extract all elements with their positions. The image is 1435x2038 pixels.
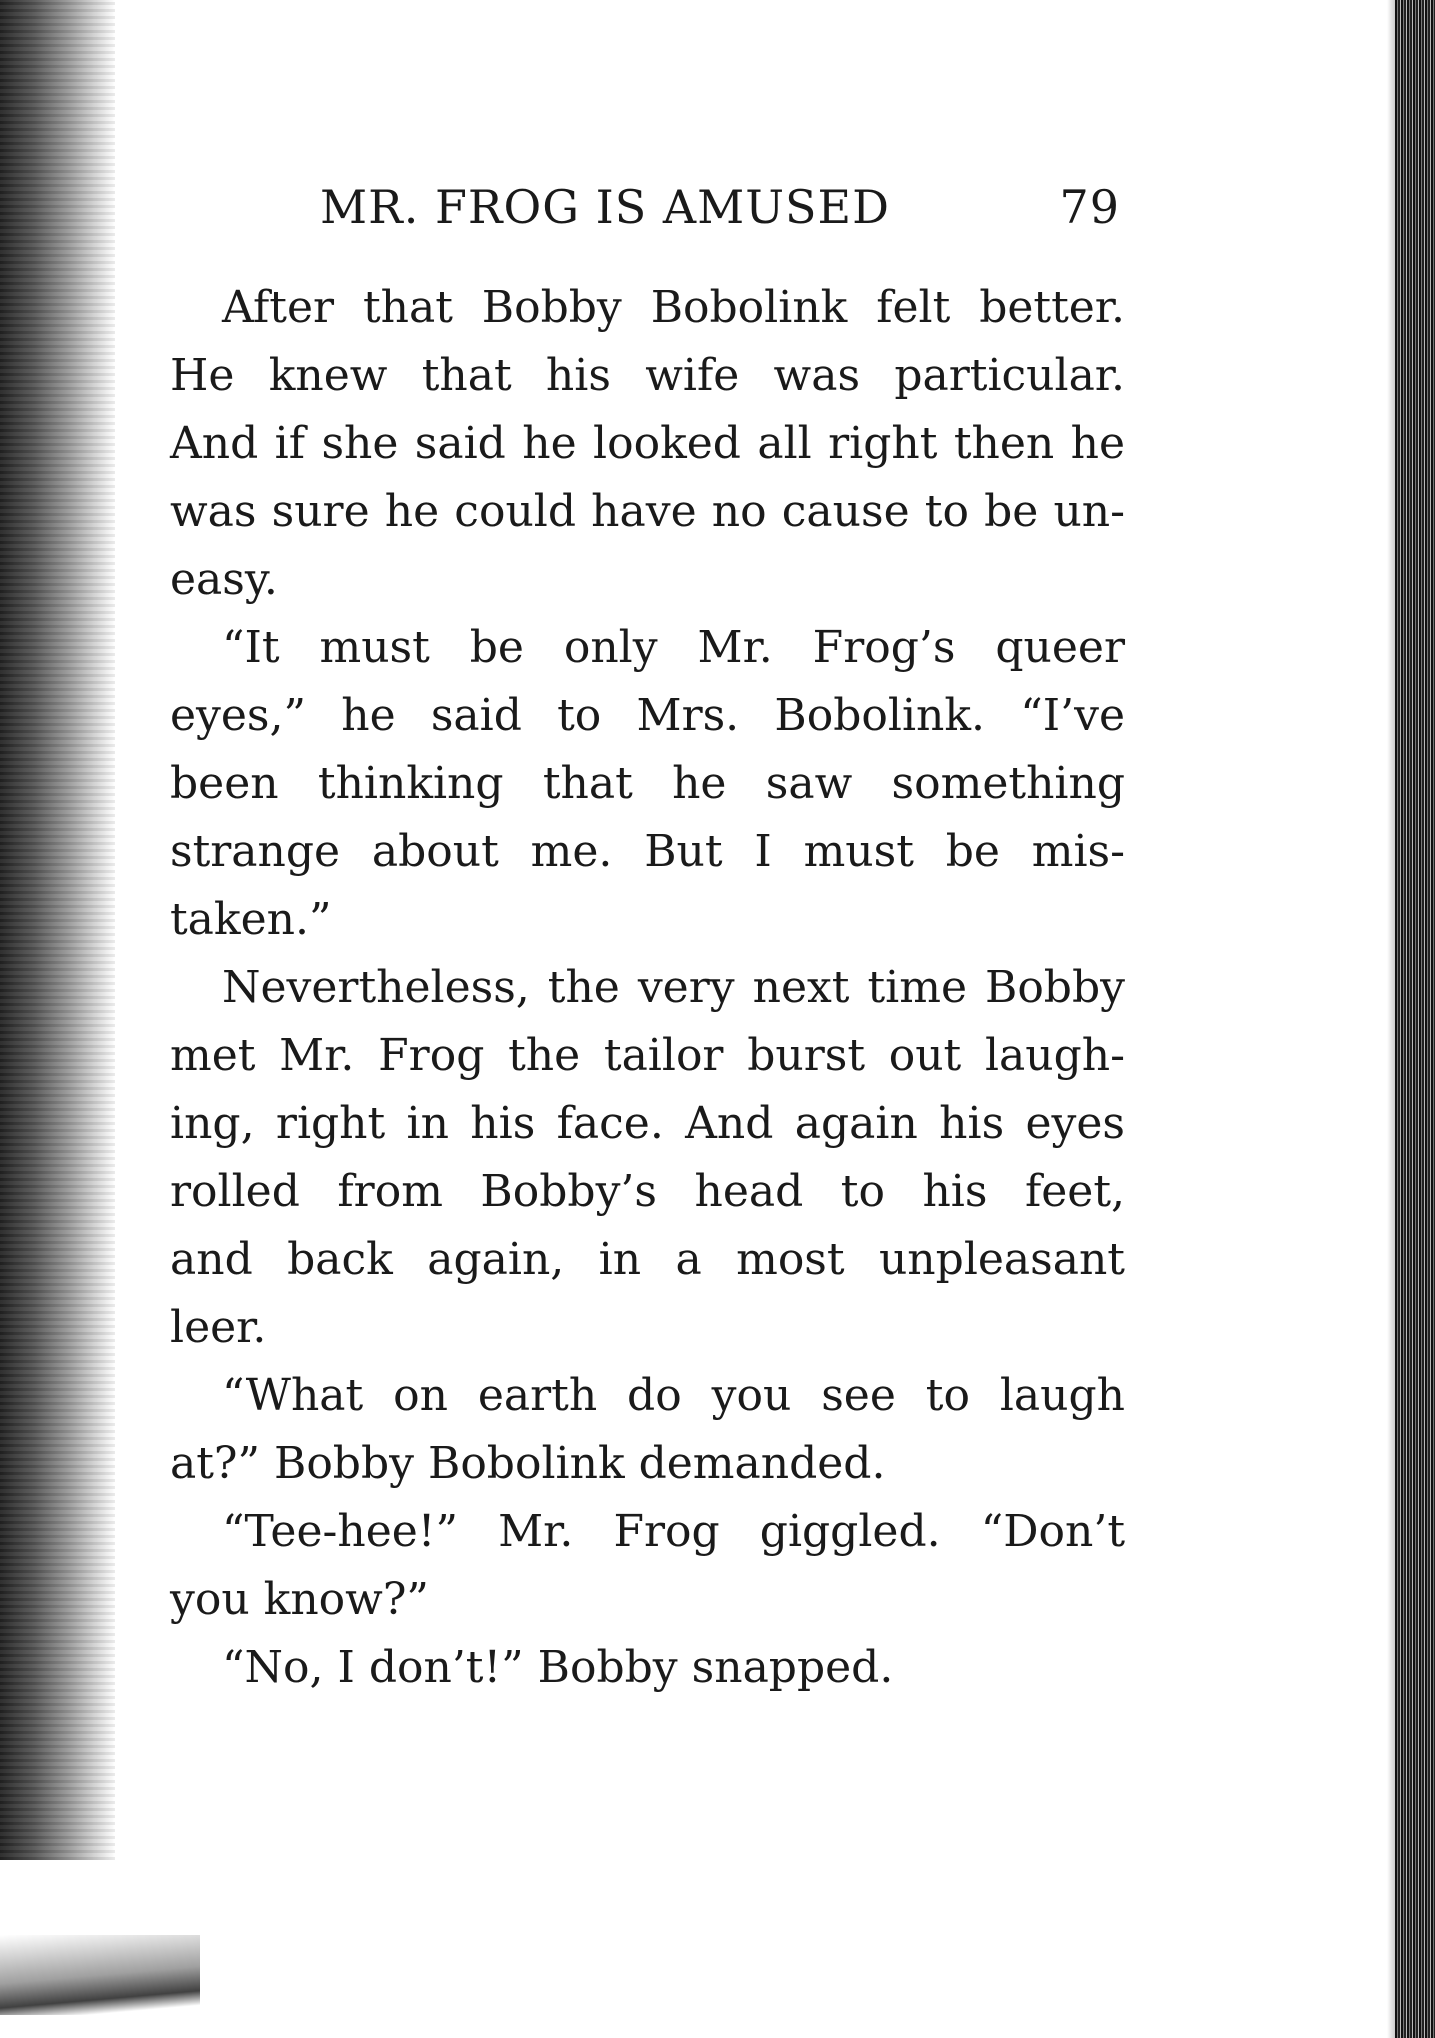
chapter-title: MR. FROG IS AMUSED [320,180,890,234]
text-line: And if she said he looked all right then he [170,418,1125,469]
text-line: easy. [170,554,278,605]
text-line: taken.” [170,894,332,945]
text-line: “What on earth do you see to laugh [222,1370,1125,1421]
text-line: “It must be only Mr. Frog’s queer [222,622,1125,673]
text-line: ing, right in his face. And again his eyes [170,1098,1125,1149]
text-line: eyes,” he said to Mrs. Bobolink. “I’ve [170,690,1125,741]
text-line: been thinking that he saw something [170,758,1125,809]
text-line: was sure he could have no cause to be un- [170,486,1125,537]
book-corner-shadow [0,1935,200,2015]
text-line: leer. [170,1302,267,1353]
book-page [170,180,1125,1702]
paragraph [170,954,1125,1362]
text-line: at?” Bobby Bobolink demanded. [170,1438,886,1489]
paragraph [170,274,1125,614]
text-line: and back again, in a most unpleasant [170,1234,1125,1285]
text-line: “No, I don’t!” Bobby snapped. [222,1642,894,1693]
text-line: met Mr. Frog the tailor burst out laugh- [170,1030,1125,1081]
text-line: “Tee-hee!” Mr. Frog giggled. “Don’t [222,1506,1125,1557]
page-edge-stack [1395,0,1435,2038]
paragraph [170,1634,1125,1702]
text-line: He knew that his wife was particular. [170,350,1125,401]
text-line: rolled from Bobby’s head to his feet, [170,1166,1125,1217]
text-line: you know?” [170,1574,429,1625]
page-edge-gap [1387,0,1395,2038]
page-number: 79 [1059,180,1120,234]
paragraph [170,614,1125,954]
text-line: After that Bobby Bobolink felt better. [222,282,1125,333]
book-spine-shadow [0,0,115,1860]
text-line: Nevertheless, the very next time Bobby [222,962,1125,1013]
paragraph [170,1498,1125,1634]
paragraph [170,1362,1125,1498]
text-line: strange about me. But I must be mis- [170,826,1125,877]
running-head [170,180,1125,260]
